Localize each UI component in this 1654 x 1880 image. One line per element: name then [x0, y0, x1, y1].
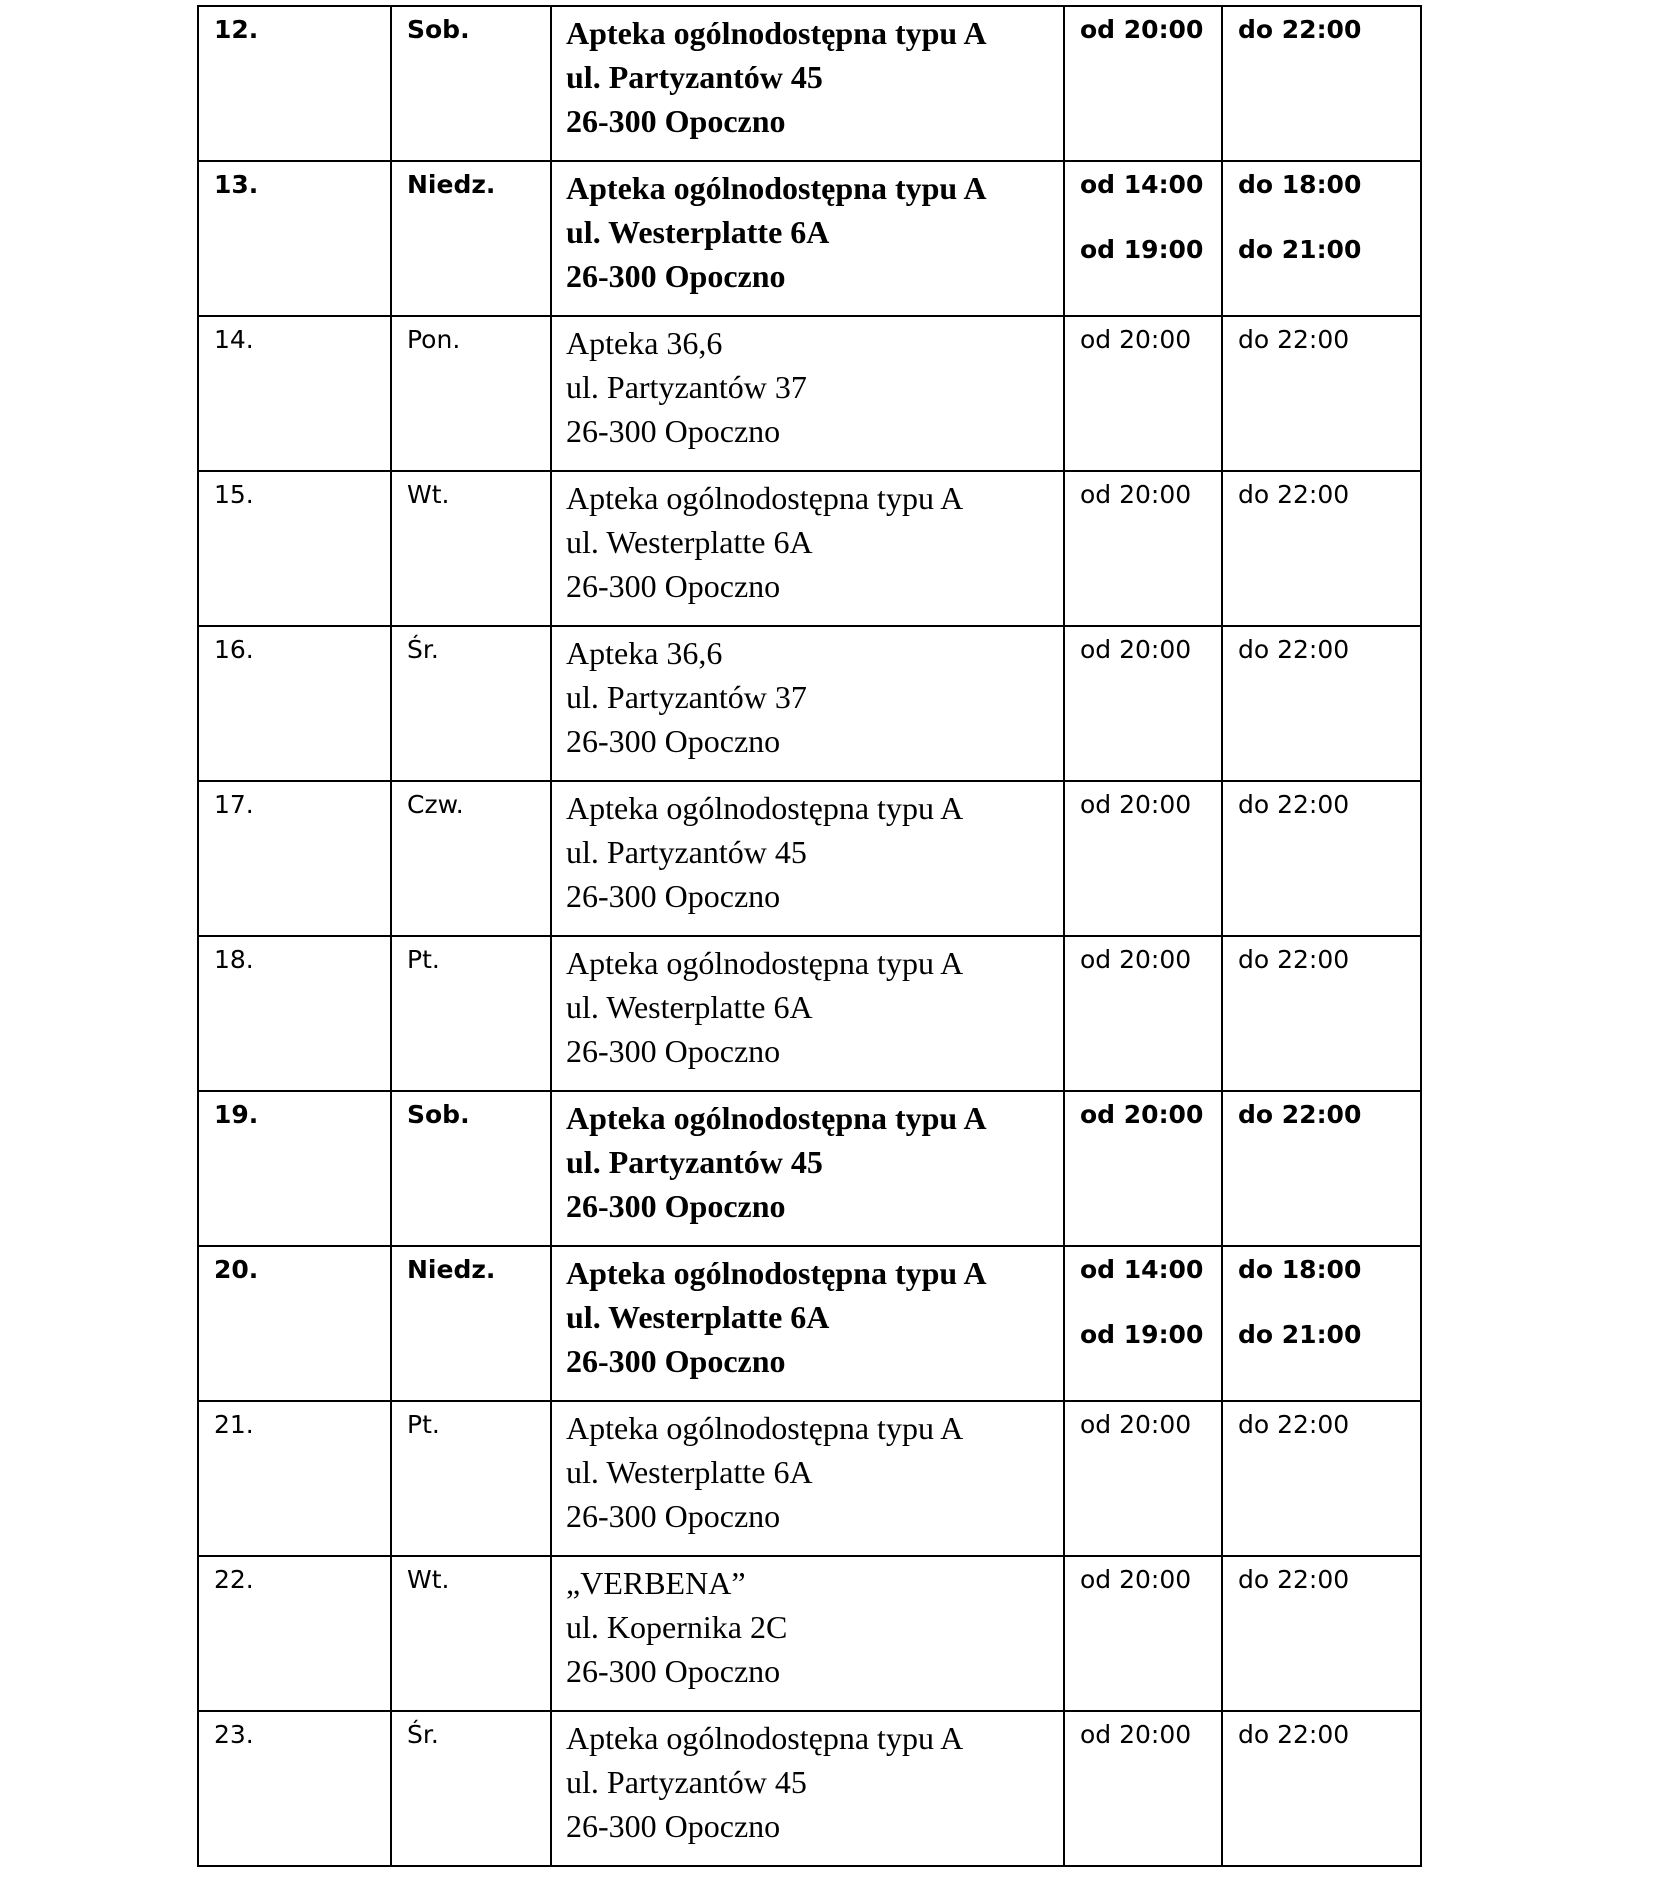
table-row — [198, 781, 1421, 936]
pharmacy-street: ul. Partyzantów 37 — [566, 679, 807, 715]
pharmacy-city: 26-300 Opoczno — [566, 103, 786, 139]
pharmacy-street: ul. Westerplatte 6A — [566, 214, 830, 250]
closing-time-cell — [1222, 781, 1421, 936]
weekday: Czw. — [407, 790, 464, 819]
weekday: Sob. — [407, 1100, 470, 1129]
closing-time-cell — [1222, 936, 1421, 1091]
pharmacy-city: 26-300 Opoczno — [566, 1808, 781, 1844]
weekday: Pon. — [407, 325, 461, 354]
pharmacy-city: 26-300 Opoczno — [566, 258, 786, 294]
weekday: Wt. — [407, 480, 450, 509]
opening-time-cell — [1064, 1091, 1222, 1246]
opening-time: od 20:00 — [1080, 1720, 1192, 1749]
closing-time: do 22:00 — [1238, 15, 1362, 44]
weekday-cell — [391, 1091, 551, 1246]
pharmacy-street: ul. Westerplatte 6A — [566, 1299, 830, 1335]
table-body — [198, 6, 1421, 1866]
closing-time-cell — [1222, 316, 1421, 471]
opening-time: od 20:00 — [1080, 635, 1192, 664]
day-number: 22. — [214, 1565, 254, 1594]
weekday-cell — [391, 626, 551, 781]
weekday: Śr. — [407, 635, 439, 664]
day-number: 16. — [214, 635, 254, 664]
day-number: 14. — [214, 325, 254, 354]
pharmacy-street: ul. Partyzantów 37 — [566, 369, 807, 405]
weekday: Śr. — [407, 1720, 439, 1749]
opening-time: od 20:00 — [1080, 790, 1192, 819]
pharmacy-street: ul. Partyzantów 45 — [566, 1764, 807, 1800]
opening-time-cell — [1064, 1556, 1222, 1711]
pharmacy-name: Apteka ogólnodostępna typu A — [566, 790, 964, 826]
closing-time-cell — [1222, 161, 1421, 316]
table-row — [198, 1556, 1421, 1711]
table-row — [198, 161, 1421, 316]
day-number: 13. — [214, 170, 259, 199]
pharmacy-name: Apteka ogólnodostępna typu A — [566, 945, 964, 981]
day-number: 19. — [214, 1100, 259, 1129]
opening-time-cell — [1064, 316, 1222, 471]
day-number-cell — [198, 1246, 391, 1401]
pharmacy-address-cell — [551, 1246, 1064, 1401]
weekday: Sob. — [407, 15, 470, 44]
pharmacy-name: „VERBENA” — [566, 1565, 746, 1601]
weekday: Niedz. — [407, 1255, 496, 1284]
pharmacy-address-cell — [551, 1091, 1064, 1246]
day-number: 20. — [214, 1255, 259, 1284]
closing-time-cell — [1222, 6, 1421, 161]
pharmacy-city: 26-300 Opoczno — [566, 1498, 781, 1534]
weekday: Wt. — [407, 1565, 450, 1594]
day-number: 12. — [214, 15, 259, 44]
table-row — [198, 936, 1421, 1091]
table-row — [198, 1246, 1421, 1401]
opening-time-cell — [1064, 626, 1222, 781]
pharmacy-city: 26-300 Opoczno — [566, 1343, 786, 1379]
table-row — [198, 1711, 1421, 1866]
pharmacy-name: Apteka ogólnodostępna typu A — [566, 1720, 964, 1756]
weekday-cell — [391, 161, 551, 316]
pharmacy-city: 26-300 Opoczno — [566, 568, 781, 604]
closing-time: do 18:00 — [1238, 1255, 1362, 1284]
opening-time: od 20:00 — [1080, 480, 1192, 509]
weekday-cell — [391, 1246, 551, 1401]
closing-time: do 22:00 — [1238, 1720, 1350, 1749]
weekday-cell — [391, 936, 551, 1091]
closing-time: do 18:00 — [1238, 170, 1362, 199]
day-number-cell — [198, 1091, 391, 1246]
pharmacy-address-cell — [551, 781, 1064, 936]
weekday-cell — [391, 1711, 551, 1866]
table-row — [198, 316, 1421, 471]
day-number-cell — [198, 161, 391, 316]
opening-time-cell — [1064, 1246, 1222, 1401]
closing-time: do 22:00 — [1238, 790, 1350, 819]
opening-time: od 20:00 — [1080, 1410, 1192, 1439]
pharmacy-city: 26-300 Opoczno — [566, 413, 781, 449]
pharmacy-duty-table — [197, 5, 1422, 1867]
day-number: 23. — [214, 1720, 254, 1749]
pharmacy-city: 26-300 Opoczno — [566, 723, 781, 759]
day-number: 21. — [214, 1410, 254, 1439]
day-number-cell — [198, 6, 391, 161]
weekday-cell — [391, 1401, 551, 1556]
opening-time: od 19:00 — [1080, 235, 1204, 264]
pharmacy-address-cell — [551, 1556, 1064, 1711]
pharmacy-address-cell — [551, 936, 1064, 1091]
pharmacy-city: 26-300 Opoczno — [566, 1188, 786, 1224]
weekday-cell — [391, 316, 551, 471]
weekday: Pt. — [407, 1410, 440, 1439]
pharmacy-address-cell — [551, 626, 1064, 781]
closing-time-cell — [1222, 1711, 1421, 1866]
table-row — [198, 1091, 1421, 1246]
closing-time: do 22:00 — [1238, 325, 1350, 354]
pharmacy-name: Apteka 36,6 — [566, 325, 723, 361]
closing-time-cell — [1222, 626, 1421, 781]
weekday-cell — [391, 471, 551, 626]
pharmacy-city: 26-300 Opoczno — [566, 878, 781, 914]
day-number-cell — [198, 471, 391, 626]
pharmacy-name: Apteka 36,6 — [566, 635, 723, 671]
pharmacy-name: Apteka ogólnodostępna typu A — [566, 1255, 987, 1291]
opening-time-cell — [1064, 6, 1222, 161]
day-number-cell — [198, 1711, 391, 1866]
closing-time: do 22:00 — [1238, 480, 1350, 509]
pharmacy-city: 26-300 Opoczno — [566, 1653, 781, 1689]
opening-time: od 19:00 — [1080, 1320, 1204, 1349]
opening-time: od 20:00 — [1080, 945, 1192, 974]
weekday: Pt. — [407, 945, 440, 974]
day-number-cell — [198, 781, 391, 936]
opening-time: od 20:00 — [1080, 1565, 1192, 1594]
pharmacy-street: ul. Partyzantów 45 — [566, 834, 807, 870]
pharmacy-name: Apteka ogólnodostępna typu A — [566, 480, 964, 516]
pharmacy-address-cell — [551, 1401, 1064, 1556]
weekday-cell — [391, 1556, 551, 1711]
closing-time-cell — [1222, 1401, 1421, 1556]
pharmacy-name: Apteka ogólnodostępna typu A — [566, 170, 987, 206]
pharmacy-address-cell — [551, 471, 1064, 626]
table-row — [198, 1401, 1421, 1556]
table-row — [198, 626, 1421, 781]
pharmacy-street: ul. Partyzantów 45 — [566, 1144, 823, 1180]
closing-time-cell — [1222, 1246, 1421, 1401]
closing-time: do 22:00 — [1238, 945, 1350, 974]
table-row — [198, 471, 1421, 626]
closing-time-cell — [1222, 1556, 1421, 1711]
pharmacy-street: ul. Westerplatte 6A — [566, 524, 813, 560]
opening-time-cell — [1064, 1401, 1222, 1556]
day-number-cell — [198, 1556, 391, 1711]
closing-time: do 22:00 — [1238, 1565, 1350, 1594]
pharmacy-name: Apteka ogólnodostępna typu A — [566, 1410, 964, 1446]
opening-time-cell — [1064, 781, 1222, 936]
pharmacy-city: 26-300 Opoczno — [566, 1033, 781, 1069]
closing-time: do 21:00 — [1238, 235, 1362, 264]
day-number-cell — [198, 936, 391, 1091]
weekday: Niedz. — [407, 170, 496, 199]
day-number-cell — [198, 1401, 391, 1556]
pharmacy-street: ul. Partyzantów 45 — [566, 59, 823, 95]
pharmacy-name: Apteka ogólnodostępna typu A — [566, 15, 987, 51]
pharmacy-name: Apteka ogólnodostępna typu A — [566, 1100, 987, 1136]
opening-time-cell — [1064, 936, 1222, 1091]
pharmacy-street: ul. Westerplatte 6A — [566, 1454, 813, 1490]
day-number: 15. — [214, 480, 254, 509]
closing-time-cell — [1222, 1091, 1421, 1246]
opening-time-cell — [1064, 471, 1222, 626]
pharmacy-address-cell — [551, 316, 1064, 471]
closing-time: do 22:00 — [1238, 635, 1350, 664]
pharmacy-street: ul. Westerplatte 6A — [566, 989, 813, 1025]
closing-time-cell — [1222, 471, 1421, 626]
opening-time: od 20:00 — [1080, 1100, 1204, 1129]
day-number: 17. — [214, 790, 254, 819]
pharmacy-address-cell — [551, 161, 1064, 316]
day-number-cell — [198, 626, 391, 781]
closing-time: do 21:00 — [1238, 1320, 1362, 1349]
pharmacy-address-cell — [551, 6, 1064, 161]
opening-time-cell — [1064, 161, 1222, 316]
opening-time: od 14:00 — [1080, 170, 1204, 199]
pharmacy-street: ul. Kopernika 2C — [566, 1609, 788, 1645]
opening-time: od 20:00 — [1080, 15, 1204, 44]
day-number-cell — [198, 316, 391, 471]
table-row — [198, 6, 1421, 161]
opening-time: od 14:00 — [1080, 1255, 1204, 1284]
opening-time: od 20:00 — [1080, 325, 1192, 354]
weekday-cell — [391, 781, 551, 936]
closing-time: do 22:00 — [1238, 1410, 1350, 1439]
weekday-cell — [391, 6, 551, 161]
day-number: 18. — [214, 945, 254, 974]
closing-time: do 22:00 — [1238, 1100, 1362, 1129]
pharmacy-address-cell — [551, 1711, 1064, 1866]
opening-time-cell — [1064, 1711, 1222, 1866]
